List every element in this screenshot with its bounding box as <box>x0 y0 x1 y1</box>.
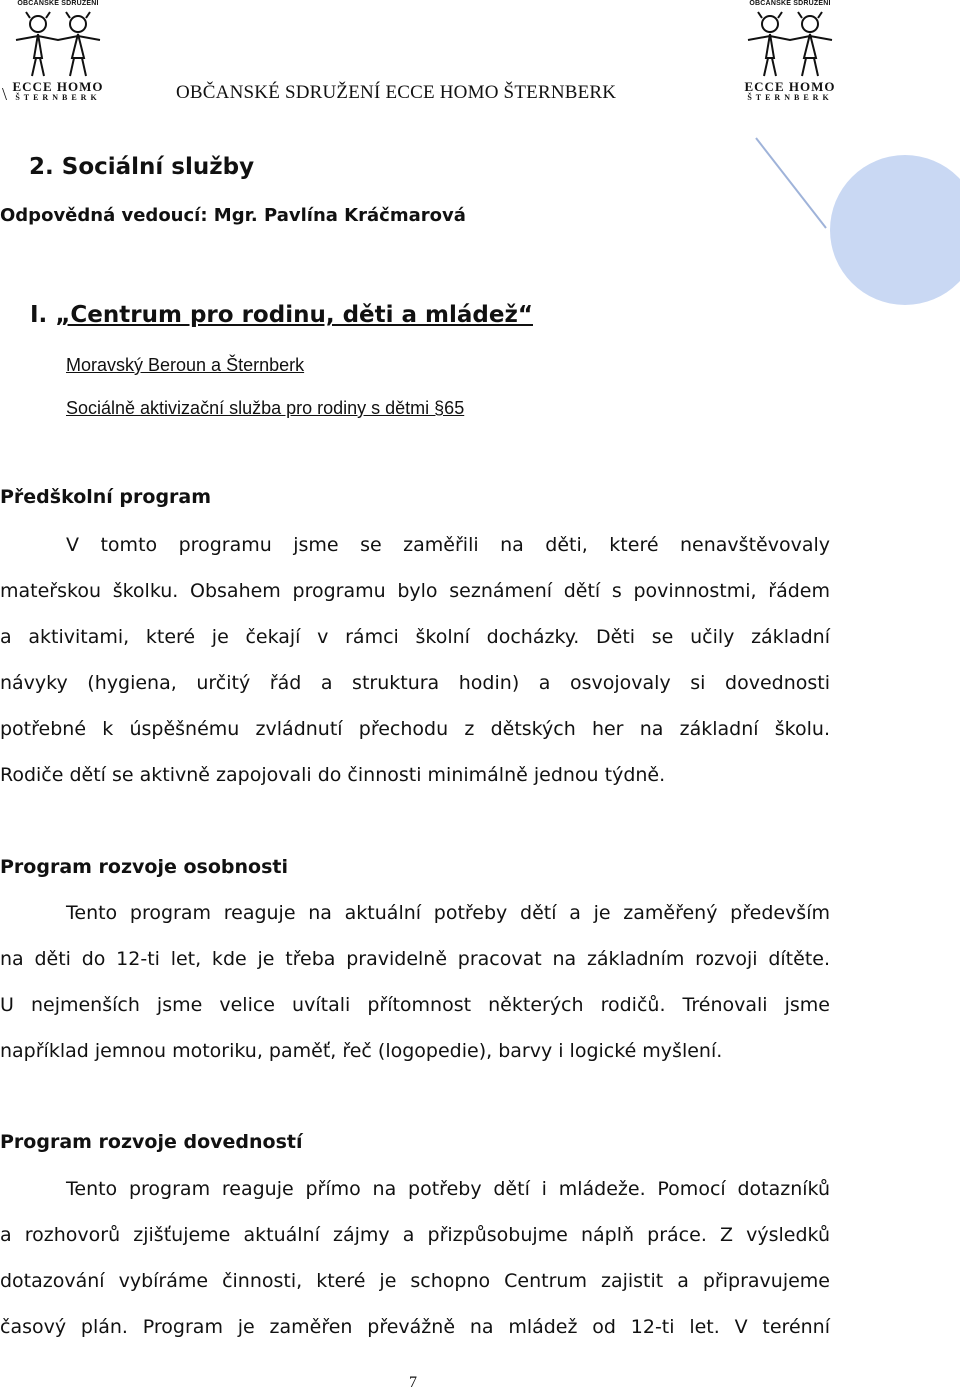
center-numeral: I. <box>30 302 48 328</box>
logo-brand-line1: ECCE HOMO <box>12 79 104 94</box>
text-line: časový plán. Program je zaměřen převážně na mládež od 12-ti let. V terénní <box>0 1316 830 1338</box>
text-line: potřebné k úspěšnému zvládnutí přechodu z dětských her na základní školu. <box>0 718 830 740</box>
header-slash: \ <box>2 84 8 104</box>
text-line: na děti do 12-ti let, kde je třeba pravidelně pracovat na základním rozvoji dítěte. <box>0 948 830 970</box>
center-heading <box>30 302 533 328</box>
page-number: 7 <box>409 1374 417 1391</box>
decorative-circle <box>830 155 960 305</box>
service-link: Sociálně aktivizační služba pro rodiny s dětmi §65 <box>66 398 465 418</box>
decorative-line <box>756 138 826 228</box>
center-title: „Centrum pro rodinu, děti a mládež“ <box>55 302 533 328</box>
text-line: Rodiče dětí se aktivně zapojovali do činnosti minimálně jednou týdně. <box>0 764 666 786</box>
text-line: V tomto programu jsme se zaměřili na děti, které nenavštěvovaly <box>66 534 830 556</box>
text-line: a aktivitami, které je čekají v rámci školní docházky. Děti se učily základní <box>0 626 830 648</box>
logo-org-text: OBČANSKÉ SDRUŽENÍ <box>749 0 831 7</box>
text-line: například jemnou motoriku, paměť, řeč (logopedie), barvy i logické myšlení. <box>0 1040 723 1062</box>
responsible-person: Odpovědná vedoucí: Mgr. Pavlína Kráčmarová <box>0 205 466 226</box>
program-title-skills: Program rozvoje dovedností <box>0 1131 303 1153</box>
children-drawing-icon <box>740 0 840 82</box>
section-heading: 2. Sociální služby <box>29 154 255 180</box>
logo-brand-line1: ECCE HOMO <box>744 79 836 94</box>
location-link: Moravský Beroun a Šternberk <box>66 355 305 375</box>
text-line: Tento program reaguje na aktuální potřeby dětí a je zaměřený především <box>66 902 830 924</box>
text-line: dotazování vybíráme činnosti, které je schopno Centrum zajistit a připravujeme <box>0 1270 830 1292</box>
logo-brand-line2: ŠTERNBERK <box>15 93 101 102</box>
logo-left <box>8 0 108 104</box>
text-line: U nejmenších jsme velice uvítali přítomnost některých rodičů. Trénovali jsme <box>0 994 830 1016</box>
children-drawing-icon <box>8 0 108 82</box>
logo-right <box>740 0 840 104</box>
text-line: návyky (hygiena, určitý řád a struktura hodin) a osvojovaly si dovednosti <box>0 672 830 694</box>
program-text-preschool <box>0 522 830 798</box>
text-line: a rozhovorů zjišťujeme aktuální zájmy a přizpůsobujme náplň práce. Z výsledků <box>0 1224 830 1246</box>
text-line: Tento program reaguje přímo na potřeby dětí i mládeže. Pomocí dotazníků <box>66 1178 830 1200</box>
header-title: OBČANSKÉ SDRUŽENÍ ECCE HOMO ŠTERNBERK <box>176 82 617 103</box>
program-text-personality <box>0 890 830 1074</box>
logo-org-text: OBČANSKÉ SDRUŽENÍ <box>17 0 99 7</box>
logo-brand-line2: ŠTERNBERK <box>747 93 833 102</box>
program-text-skills <box>0 1166 830 1350</box>
program-title-personality: Program rozvoje osobnosti <box>0 856 288 878</box>
decorative-circle-graphic <box>740 130 960 310</box>
text-line: mateřskou školku. Obsahem programu bylo seznámení dětí s povinnostmi, řádem <box>0 580 830 602</box>
program-title-preschool: Předškolní program <box>0 486 212 508</box>
